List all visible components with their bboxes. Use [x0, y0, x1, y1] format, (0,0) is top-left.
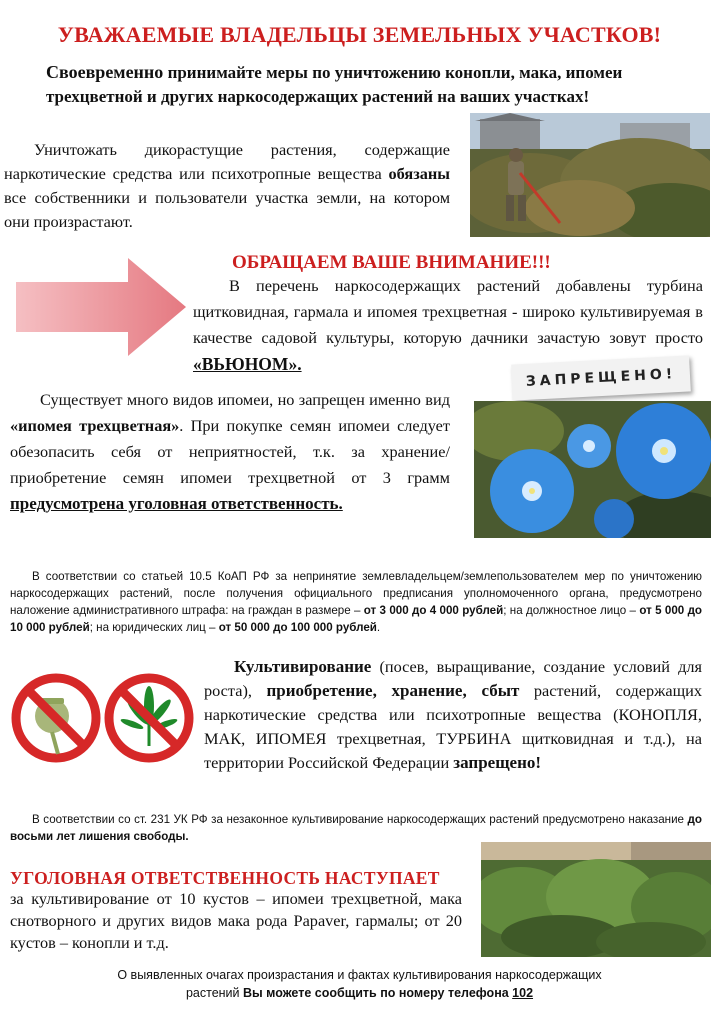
koap-t4: .	[376, 621, 381, 634]
section-wild-plants	[4, 138, 450, 234]
subtitle-rest: принимайте меры по уничтожению конопли, мака, ипомеи трехцветной и других наркосодержащих растений на ваших участках!	[46, 63, 623, 106]
footer-bold: Вы можете сообщить по номеру телефона	[243, 986, 513, 1000]
section-cultivation	[204, 655, 702, 775]
photo-cannabis-field	[481, 842, 711, 957]
footer-line2-text: растений	[185, 986, 243, 1000]
page-title: УВАЖАЕМЫЕ ВЛАДЕЛЬЦЫ ЗЕМЕЛЬНЫХ УЧАСТКОВ!	[57, 22, 662, 47]
footer	[0, 966, 719, 1002]
koap-b1: от 3 000 до 4 000 рублей	[363, 604, 504, 617]
cultivation-b1: Культивирование	[234, 657, 372, 676]
cultivation-t1: (посев, выращивание, создание условий для роста),	[204, 657, 702, 700]
section1-text-a: Уничтожать дикорастущие растения, содержащие наркотические средства или психотропные вещества	[4, 140, 450, 183]
uk-t1: В соответствии со ст. 231 УК РФ за незаконное культивирование наркосодержащих растений предусмотрено наказание	[32, 813, 688, 826]
footer-line1: О выявленных очагах произрастания и фактах культивирования наркосодержащих	[117, 968, 602, 982]
section1-bold: обязаны	[388, 164, 450, 183]
koap-legal-text	[10, 568, 702, 636]
attention-title: ОБРАЩАЕМ ВАШЕ ВНИМАНИЕ!!!	[232, 252, 551, 273]
cultivation-b3: запрещено!	[453, 753, 542, 772]
ipomea-bold-a: «ипомея трехцветная»	[10, 416, 180, 435]
koap-t3: ; на юридических лиц –	[89, 621, 219, 634]
photo-ipomea-flowers	[474, 401, 711, 538]
ipomea-text-a: Существует много видов ипомеи, но запрещен именно вид	[40, 390, 450, 409]
photo-mowing	[470, 113, 710, 237]
arrow-icon	[16, 258, 188, 356]
criminal-text: за культивирование от 10 кустов – ипомеи трехцветной, мака снотворного и других видов мака рода Papaver, гармалы; от 20 кустов – конопли и т.д.	[10, 889, 462, 952]
subtitle-lead: Своевременно	[46, 62, 164, 82]
koap-b3: от 50 000 до 100 000 рублей	[218, 621, 377, 634]
no-cannabis-icon	[102, 668, 196, 768]
forbidden-stamp: ЗАПРЕЩЕНО!	[511, 355, 691, 400]
section1-text-b: все собственники и пользователи участка земли, на котором они произрастают.	[4, 188, 450, 231]
ipomea-text-b: . При покупке семян ипомеи следует обезопасить себя от неприятностей, т.к. за хранение/приобретение семян ипомеи трехцветной от 3 грамм	[10, 416, 450, 487]
criminal-title: УГОЛОВНАЯ ОТВЕТСТВЕННОСТЬ НАСТУПАЕТ	[10, 868, 440, 888]
cannabis-field-image	[481, 842, 711, 957]
prohibition-signs	[10, 668, 196, 768]
koap-b2: от 5 000 до 10 000 рублей	[10, 604, 703, 634]
uk-b1: до восьми лет лишения свободы.	[10, 813, 702, 843]
koap-t1: В соответствии со статьей 10.5 КоАП РФ за непринятие землевладельцем/землепользователем мер по уничтожению наркосодержащих растений, после получения официального предписания уполномоченного органа, предусмотрено наложение административного штрафа: на граждан в размере –	[10, 570, 702, 617]
attention-text-body: В перечень наркосодержащих растений добавлены турбина щитковидная, гармала и ипомея трехцветная - широко культивируемая в качестве садовой культуры, которую дачники зачастую зовут просто	[193, 276, 703, 347]
koap-t2: ; на должностное лицо –	[503, 604, 640, 617]
section-ipomea	[10, 387, 450, 517]
flowers-image	[474, 401, 711, 538]
footer-line2	[0, 984, 719, 1002]
page-subtitle	[46, 60, 686, 109]
ipomea-bold-b: предусмотрена уголовная ответственность.	[10, 494, 343, 513]
cultivation-b2: приобретение, хранение, сбыт	[266, 681, 520, 700]
photo-mowing-image	[470, 113, 710, 237]
attention-bold: «ВЬЮНОМ».	[193, 354, 302, 374]
cultivation-t2: растений, содержащих наркотические средства или психотропные вещества (КОНОПЛЯ, МАК, ИПОМЕЯ трехцветная, ТУРБИНА щитковидная и т.д.), на территории Российской Федерации	[204, 681, 702, 772]
footer-phone: 102	[512, 986, 534, 1000]
uk-legal-text	[10, 811, 702, 845]
